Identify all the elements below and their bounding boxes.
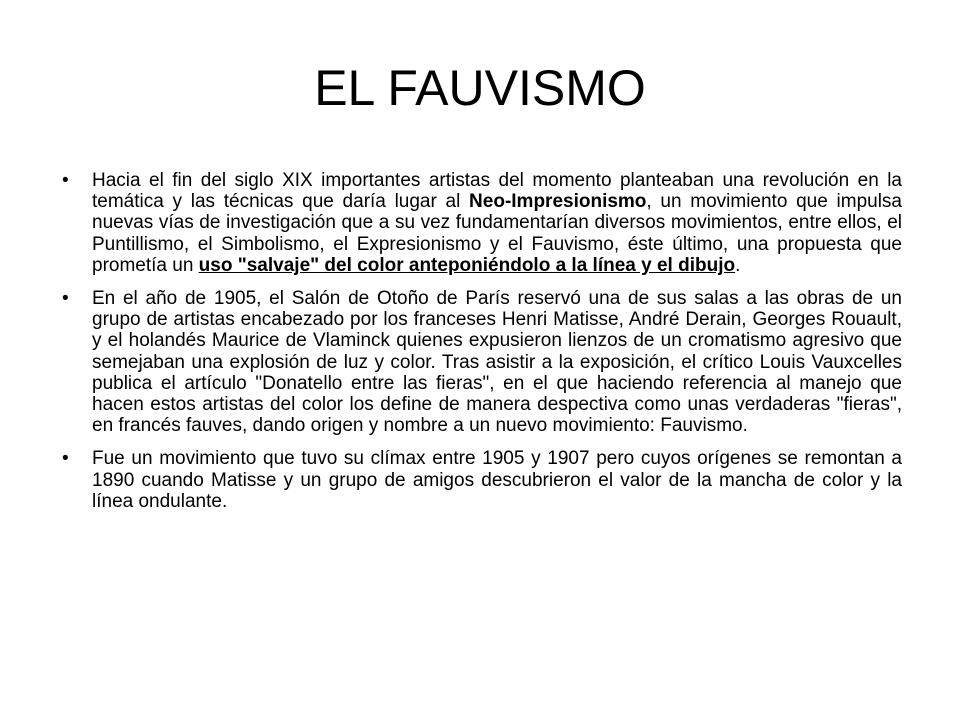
bullet-3-text: Fue un movimiento que tuvo su clímax entre 1905 y 1907 pero cuyos orígenes se remontan a 1890 cuando Matisse y un grupo de amigos descubrieron el valor de la mancha de color y la línea ondulante. xyxy=(92,448,902,512)
bullet-1-bold-term: Neo-Impresionismo xyxy=(469,191,647,213)
bullet-item-3 xyxy=(62,448,902,512)
bullet-1-text-b: , un movimiento que impulsa nuevas vías de investigación que a su vez fundamentarían diversos movimientos, entre ellos, el Puntillismo, el Simbolismo, el Expresionismo y el Fauvismo, éste último, una propuesta que prometía un xyxy=(92,191,902,276)
bullet-dot-icon: • xyxy=(62,170,69,191)
bullet-item-2 xyxy=(62,288,902,436)
bullet-1-text-a: Hacia el fin del siglo XIX importantes artistas del momento planteaban una revolución en la temática y las técnicas que daría lugar al xyxy=(92,170,902,213)
bullet-item-1 xyxy=(62,170,902,276)
bullet-list xyxy=(62,170,902,524)
slide-title: EL FAUVISMO xyxy=(314,60,646,116)
bullet-2-text: En el año de 1905, el Salón de Otoño de París reservó una de sus salas a las obras de un grupo de artistas encabezado por los franceses Henri Matisse, André Derain, Georges Rouault, y el holandés Maurice de Vlaminck quienes expusieron lienzos de un cromatismo agresivo que semejaban una explosión de luz y color. Tras asistir a la exposición, el crítico Louis Vauxcelles publica el artículo "Donatello entre las fieras", en el que haciendo referencia al manejo que hacen estos artistas del color los define de manera despectiva como unas verdaderas "fieras", en francés fauves, dando origen y nombre a un nuevo movimiento: Fauvismo. xyxy=(92,288,902,437)
bullet-1-text-c: . xyxy=(735,254,741,276)
bullet-dot-icon: • xyxy=(62,448,69,470)
bullet-1-underlined-phrase: uso "salvaje" del color anteponiéndolo a la línea y el dibujo xyxy=(198,254,736,276)
bullet-dot-icon: • xyxy=(62,288,69,310)
